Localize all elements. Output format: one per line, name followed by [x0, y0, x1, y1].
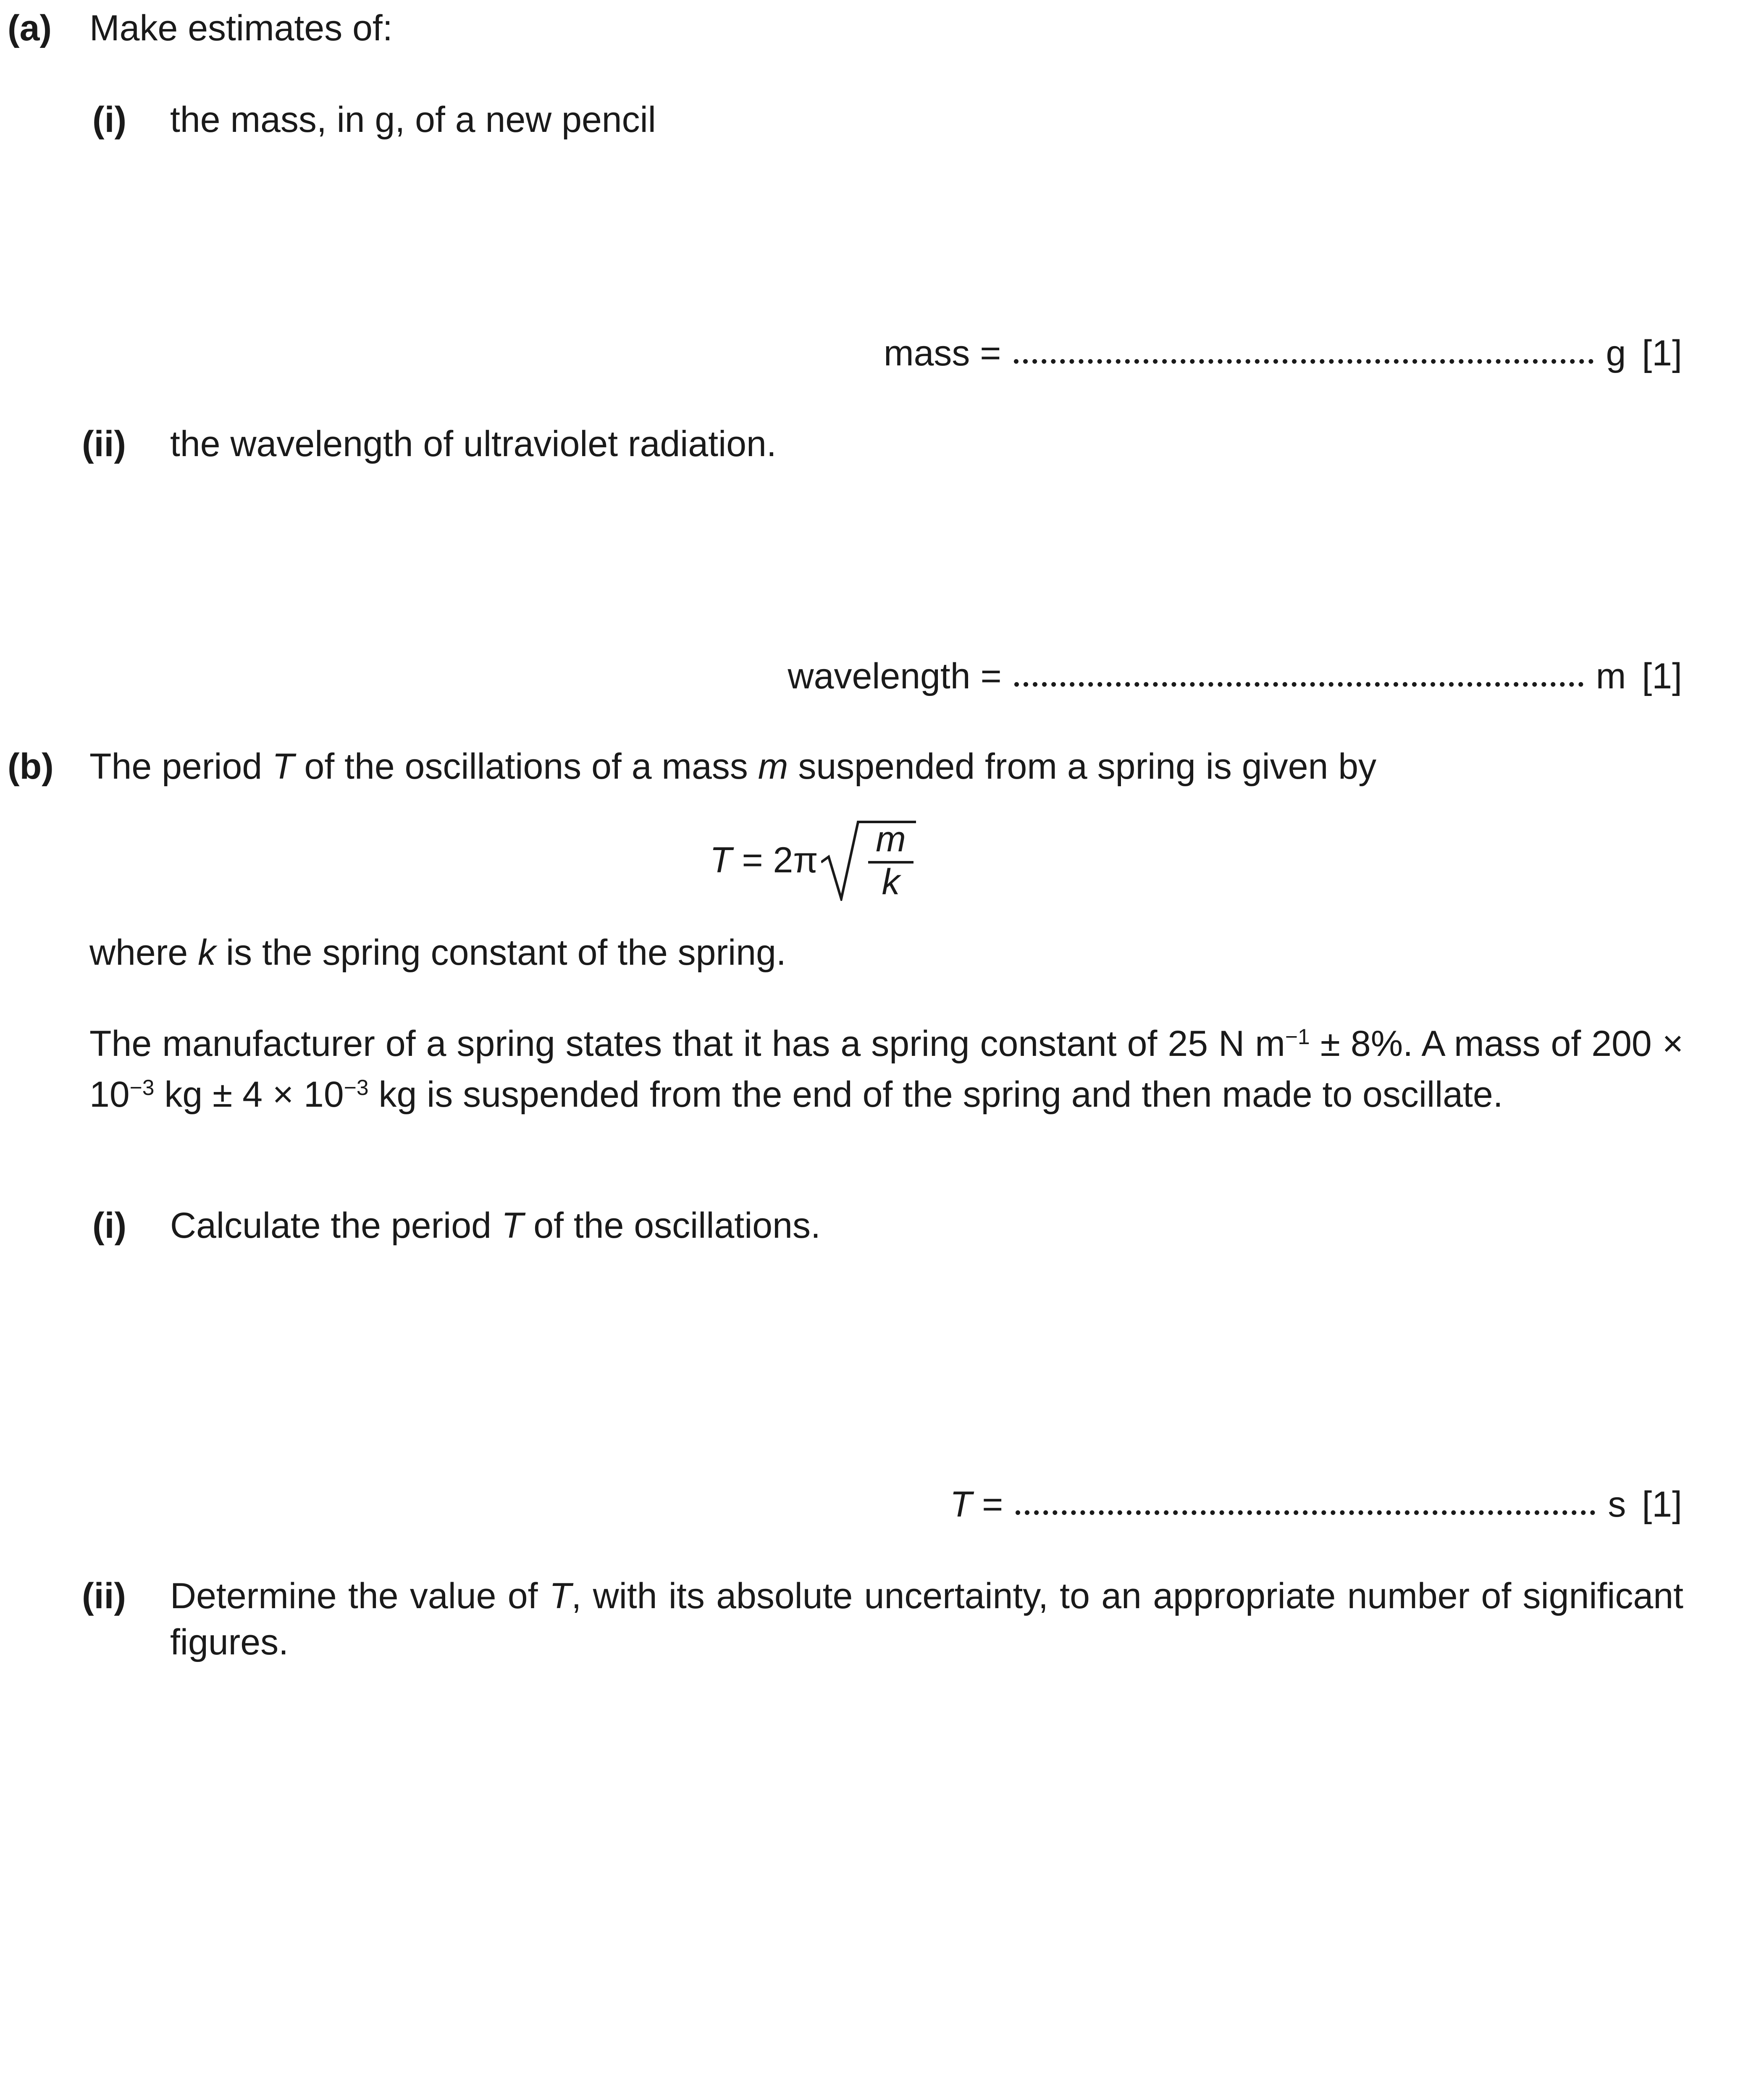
manufacturer-text-2: ± 8%. A mass of 200 × 10 [89, 1024, 1683, 1115]
exponent: −3 [129, 1075, 155, 1100]
manufacturer-text-1: The manufacturer of a spring states that it has a spring constant of 25 N m [89, 1024, 1285, 1064]
answer-equals: = [972, 1484, 1003, 1525]
part-b-intro [89, 743, 1376, 790]
answer-line-wavelength[interactable] [788, 653, 1682, 700]
where-var-k: k [198, 932, 216, 973]
question-text-1: Calculate the period [170, 1205, 501, 1246]
manufacturer-text-3: kg ± 4 × 10 [154, 1074, 344, 1115]
exponent: −1 [1285, 1024, 1310, 1049]
answer-dotted-line[interactable] [1014, 682, 1583, 687]
question-var-T: T [501, 1205, 524, 1246]
exponent: −3 [344, 1075, 369, 1100]
question-var-T: T [549, 1576, 572, 1616]
part-b-ii-text [170, 1573, 1683, 1665]
part-b-i-label: (i) [92, 1205, 127, 1246]
answer-line-mass[interactable] [884, 330, 1682, 377]
intro-text-1: The period [89, 746, 273, 787]
part-a-prompt: Make estimates of: [89, 8, 393, 48]
part-b-i-text [170, 1202, 821, 1250]
where-text-2: is the spring constant of the spring. [216, 932, 786, 973]
answer-unit: s [1608, 1484, 1626, 1525]
question-text-1: Determine the value of [170, 1576, 549, 1616]
intro-var-m: m [758, 746, 788, 787]
spring-constant-definition [89, 929, 786, 976]
intro-text-2: of the oscillations of a mass [294, 746, 758, 787]
part-a-i-text: the mass, in g, of a new pencil [170, 100, 656, 140]
manufacturer-text-4: kg is suspended from the end of the spring and then made to oscillate. [368, 1074, 1503, 1115]
answer-unit: g [1606, 333, 1626, 373]
question-text-2: , with its absolute uncertainty, to an appropriate number of significant figures. [170, 1576, 1683, 1662]
manufacturer-paragraph [89, 1021, 1683, 1122]
answer-lhs: wavelength = [788, 656, 1002, 696]
answer-lhs [950, 1481, 1003, 1528]
answer-dotted-line[interactable] [1014, 359, 1593, 364]
answer-lhs: mass = [883, 333, 1001, 373]
where-text-1: where [89, 932, 198, 973]
intro-var-T: T [272, 746, 294, 787]
question-text-2: of the oscillations. [523, 1205, 821, 1246]
part-b-label: (b) [8, 746, 54, 787]
marks-label: [1] [1642, 1484, 1682, 1525]
formula-equals-2pi: = 2π [732, 840, 818, 880]
answer-var-T: T [950, 1484, 972, 1525]
part-a-label: (a) [8, 8, 52, 48]
intro-text-3: suspended from a spring is given by [788, 746, 1377, 787]
part-a-ii-label: (ii) [82, 424, 126, 464]
answer-unit: m [1596, 656, 1626, 696]
part-a-ii-text: the wavelength of ultraviolet radiation. [170, 424, 777, 464]
marks-label: [1] [1642, 333, 1682, 373]
answer-line-period[interactable] [950, 1481, 1682, 1528]
formula-var-T: T [710, 840, 732, 880]
part-a-i-label: (i) [92, 100, 127, 140]
formula-denominator-k: k [882, 862, 900, 902]
part-b-ii-label: (ii) [82, 1576, 126, 1616]
answer-dotted-line[interactable] [1016, 1510, 1595, 1515]
formula-numerator-m: m [876, 819, 906, 859]
marks-label: [1] [1642, 656, 1682, 696]
